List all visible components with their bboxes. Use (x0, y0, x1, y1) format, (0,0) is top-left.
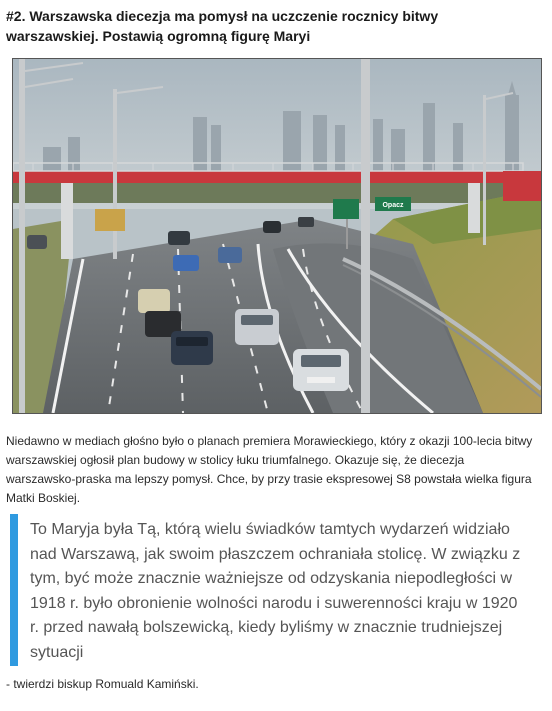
highway-photo (13, 59, 541, 413)
article-headline: #2. Warszawska diecezja ma pomysł na uczczenie rocznicy bitwy warszawskiej. Postawią ogromną figurę Maryi (6, 8, 439, 44)
quote-text: To Maryja była Tą, którą wielu świadków tamtych wydarzeń widziało nad Warszawą, jak swoim płaszczem ochraniała stolicę. W związku z tym, być może znacznie ważniejsze od odzyskania niepodległości w 1918 r. było obronienie wolności narodu i suwerenności kraju w 1920 r. przed nawałą bolszewicką, kiedy byliśmy w znacznie trudniejszej sytuacji (30, 521, 521, 661)
quote-accent-bar (10, 514, 18, 666)
quote-attribution: - twierdzi biskup Romuald Kamiński. (6, 677, 199, 691)
blockquote (10, 514, 530, 666)
sign-text: Opacz (382, 202, 404, 209)
article-photo (12, 58, 542, 414)
article-paragraph: Niedawno w mediach głośno było o planach premiera Morawieckiego, który z okazji 100-lecia bitwy warszawskiej ogłosił plan budowy w stolicy łuku triumfalnego. Okazuje się, że diecezja warszawsko-praska ma lepszy pomysł. Chce, by przy trasie ekspresowej S8 powstała wielka figura Matki Boskiej. (6, 434, 533, 505)
